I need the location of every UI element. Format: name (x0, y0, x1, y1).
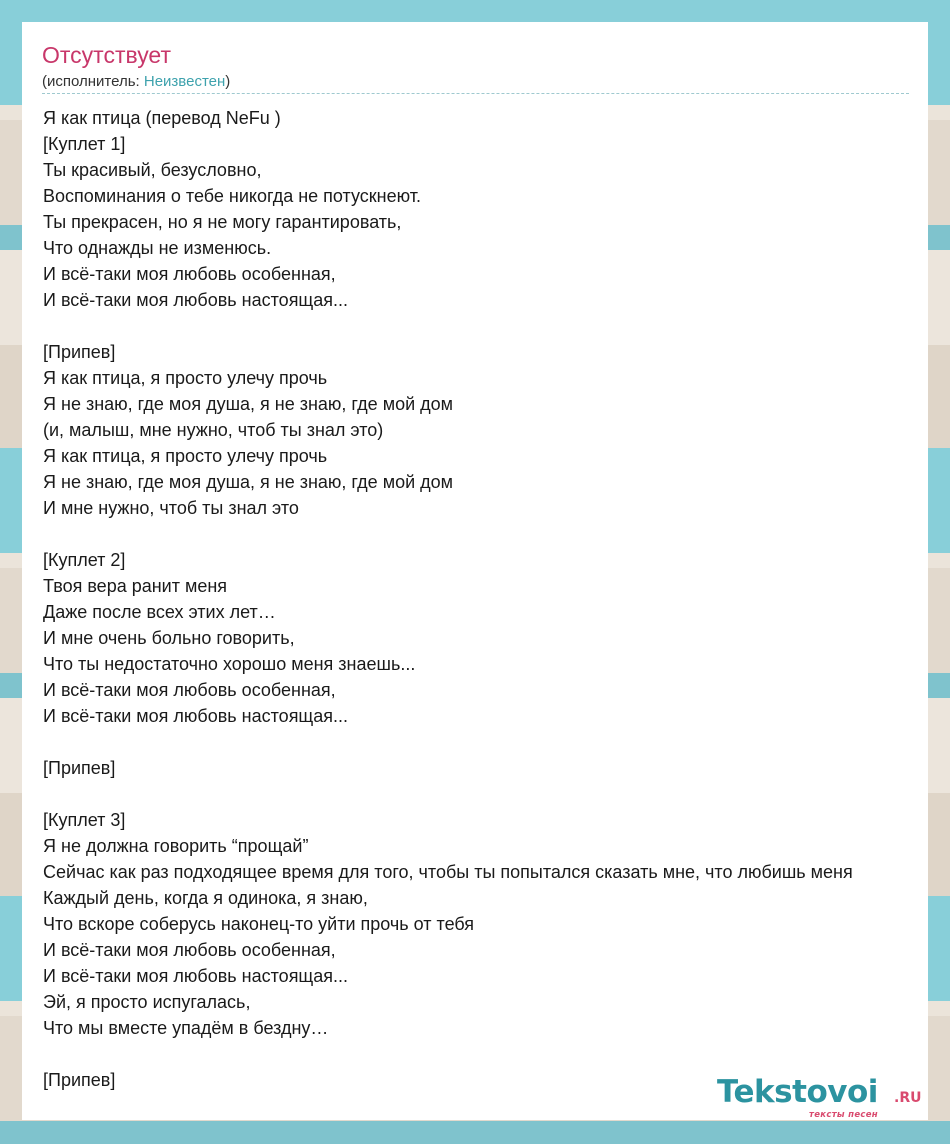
lyrics-line: Я не должна говорить “прощай” (43, 836, 309, 856)
lyrics-line: И мне нужно, чтоб ты знал это (43, 498, 299, 518)
lyrics-line: Что однажды не изменюсь. (43, 238, 272, 258)
lyrics-blank-line (43, 521, 853, 547)
lyrics-line: (и, малыш, мне нужно, чтоб ты знал это) (43, 420, 384, 440)
lyrics-blank-line (43, 313, 853, 339)
lyrics-line: И всё-таки моя любовь настоящая... (43, 706, 349, 726)
logo-tld: .RU (894, 1090, 922, 1106)
song-title: Отсутствует (42, 42, 171, 68)
lyrics-line: И всё-таки моя любовь особенная, (43, 940, 336, 960)
title-divider (42, 93, 909, 94)
lyrics-line: [Припев] (43, 758, 116, 778)
lyrics-text (43, 105, 853, 1093)
lyrics-blank-line (43, 781, 853, 807)
lyrics-line: Я как птица (перевод NeFu ) (43, 108, 281, 128)
lyrics-line: Ты прекрасен, но я не могу гарантировать, (43, 212, 402, 232)
logo-wordmark: Tekstovoi (717, 1074, 878, 1110)
lyrics-blank-line (43, 1041, 853, 1067)
lyrics-line: [Куплет 2] (43, 550, 126, 570)
lyrics-line: [Припев] (43, 342, 116, 362)
lyrics-line: И всё-таки моя любовь настоящая... (43, 966, 349, 986)
lyrics-card (22, 22, 928, 1120)
artist-suffix: ) (225, 73, 231, 90)
lyrics-line: [Куплет 1] (43, 134, 126, 154)
lyrics-line: Эй, я просто испугалась, (43, 992, 251, 1012)
lyrics-line: И всё-таки моя любовь особенная, (43, 680, 336, 700)
lyrics-line: Каждый день, когда я одинока, я знаю, (43, 888, 368, 908)
lyrics-blank-line (43, 729, 853, 755)
site-logo[interactable] (717, 1074, 927, 1120)
lyrics-line: Я не знаю, где моя душа, я не знаю, где мой дом (43, 472, 454, 492)
logo-tagline: тексты песен (809, 1110, 878, 1120)
lyrics-line: Сейчас как раз подходящее время для того, чтобы ты попытался сказать мне, что любишь меня (43, 862, 853, 882)
lyrics-line: Твоя вера ранит меня (43, 576, 228, 596)
lyrics-line: Я не знаю, где моя душа, я не знаю, где мой дом (43, 394, 454, 414)
artist-prefix: (исполнитель: (42, 73, 144, 90)
song-artist-line (42, 73, 230, 90)
lyrics-line: [Куплет 3] (43, 810, 126, 830)
lyrics-line: И мне очень больно говорить, (43, 628, 295, 648)
lyrics-line: И всё-таки моя любовь настоящая... (43, 290, 349, 310)
artist-link[interactable]: Неизвестен (143, 73, 226, 90)
lyrics-line: Что ты недостаточно хорошо меня знаешь... (43, 654, 416, 674)
lyrics-line: Воспоминания о тебе никогда не потускнеют. (43, 186, 421, 206)
lyrics-line: Что мы вместе упадём в бездну… (43, 1018, 329, 1038)
lyrics-line: [Припев] (43, 1070, 116, 1090)
lyrics-line: Даже после всех этих лет… (43, 602, 276, 622)
lyrics-line: И всё-таки моя любовь особенная, (43, 264, 336, 284)
lyrics-line: Что вскоре соберусь наконец-то уйти прочь от тебя (43, 914, 475, 934)
lyrics-line: Я как птица, я просто улечу прочь (43, 368, 328, 388)
lyrics-line: Я как птица, я просто улечу прочь (43, 446, 328, 466)
lyrics-line: Ты красивый, безусловно, (43, 160, 262, 180)
